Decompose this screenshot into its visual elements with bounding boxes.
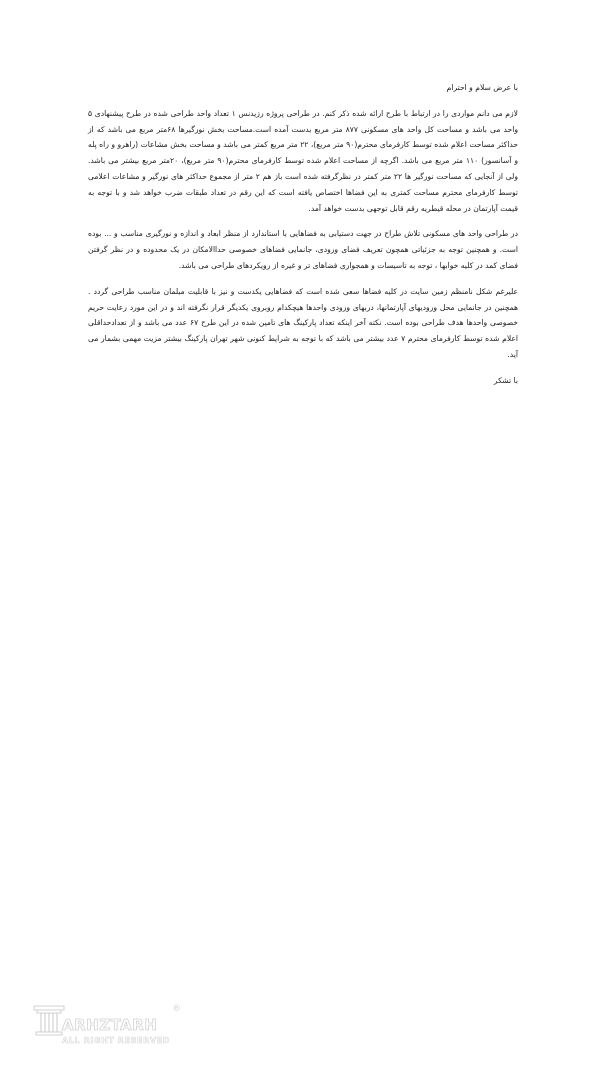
pillar-logo-icon xyxy=(32,1002,66,1036)
greeting: با عرض سلام و احترام xyxy=(446,83,518,92)
watermark-brand: ARHZTARH xyxy=(62,1016,158,1034)
paragraph-unit-design: در طراحی واحد های مسکونی تلاش طراح در جهت دستیابی به فضاهایی با استاندارد از منظر ابعاد و اندازه و نورگیری مناسب و ... بوده است. و همچنین توجه به جزئیاتی همچون تعریف فضای ورودی، جانمایی فضاهای خصوصی حداالامکان در یک محدوده و در نظر گرفتن فضای کمد در کلیه خوابها ، توجه به تاسیسات و همجواری فضاهای تر و غیره از رویکردهای طراحی می باشد. xyxy=(88,229,518,270)
paragraph-site-parking: علیرغم شکل نامنظم زمین سایت در کلیه فضاها سعی شده است که فضاهایی یکدست و نیز با قابلیت مبلمان مناسب طراحی گردد . همچنین در جانمایی محل ورودیهای آپارتمانها، دربهای ورودی واحدها هیچکدام روبروی یکدیگر قرار نگرفته اند و در این مورد رعایت حریم خصوصی واحدها هدف طراحی بوده است. نکته آخر اینکه تعداد پارکینگ های تامین شده در این طرح ۶۷ عدد می باشد و از تعدادحداقلی اعلام شده توسط کارفرمای محترم ۷ عدد بیشتر می باشد که با توجه به شرایط کنونی شهر تهران پارکینگ بیشتر مزیت مهمی بشمار می آید. xyxy=(88,286,518,359)
registered-mark: ® xyxy=(172,1004,181,1014)
letter-body xyxy=(88,80,518,389)
watermark xyxy=(32,1002,182,1052)
closing: با تشکر xyxy=(493,375,518,385)
watermark-rights: ALL RIGHT RESERVED xyxy=(62,1036,170,1045)
paragraph-area-calculation: لازم می دانم مواردی را در ارتباط با طرح ارائه شده ذکر کنم. در طراحی پروژه رزیدنس ۱ تعداد واحد طراحی شده در طرح پیشنهادی ۵ واحد می باشد و مساحت کل واحد های مسکونی ۸۷۷ متر مربع بدست آمده است.مساحت بخش نورگیرها ۶۸متر مربع می باشد که از حداکثر مساحت اعلام شده توسط کارفرمای محترم(۹۰ متر مربع)، ۲۲ متر مربع کمتر می باشد و مساحت بخش مشاعات (راهرو و راه پله و آسانسور) ۱۱۰ متر مربع می باشد. اگرچه از مساحت اعلام شده توسط کارفرمای محترم(۹۰ متر مربع)، ۲۰متر مربع بیشتر می باشد. ولی از آنجایی که مساحت نورگیر ها ۲۲ متر کمتر در نظرگرفته شده است باز هم ۲ متر از مجموع حداکثر های نورگیر و مشاعات اعلامی توسط کارفرمای محترم مساحت کمتری به این فضاها اختصاص یافته است که این رقم در تعداد طبقات ضرب خواهد شد و با توجه به قیمت آپارتمان در محله قیطریه رقم قابل توجهی بدست خواهد آمد. xyxy=(88,108,518,213)
